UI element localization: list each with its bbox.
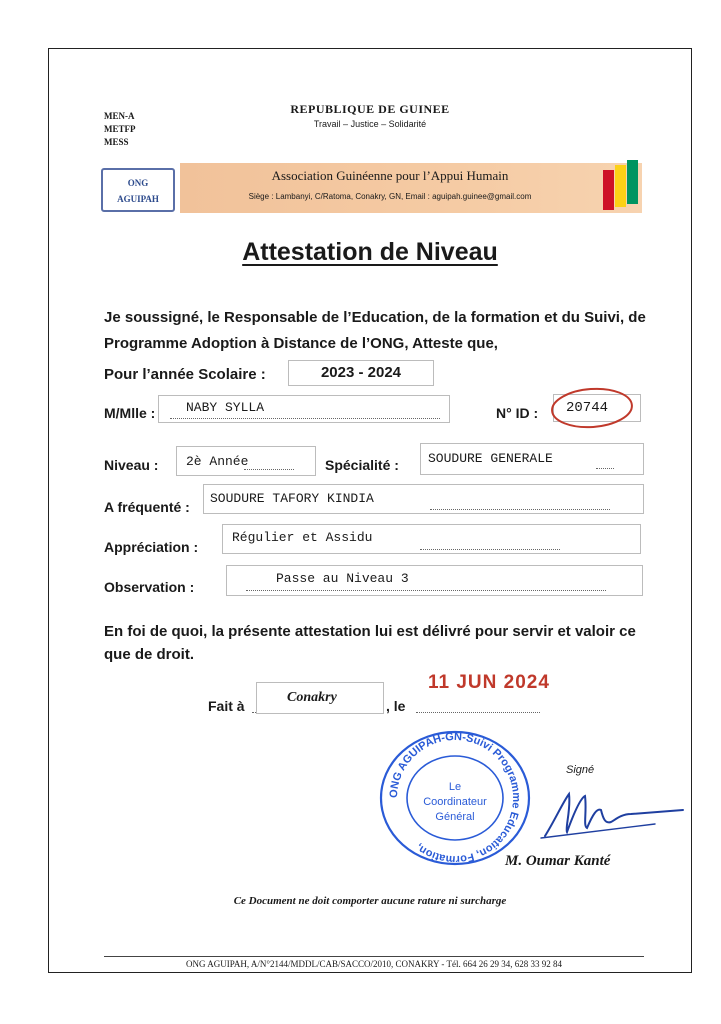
observation-dotted-line — [246, 590, 606, 591]
signer-name: M. Oumar Kanté — [505, 853, 611, 869]
id-label: N° ID : — [496, 405, 539, 421]
place-value: Conakry — [287, 690, 337, 705]
stamp-line-1: Le — [448, 781, 462, 793]
specialty-label: Spécialité : — [325, 457, 399, 473]
appreciation-value: Régulier et Assidu — [232, 530, 373, 545]
attended-dotted-line — [430, 509, 610, 510]
date-dotted-line — [416, 712, 540, 713]
done-at-label: Fait à — [208, 698, 245, 714]
signed-label: Signé — [566, 764, 595, 776]
flag-stripe-green — [627, 160, 638, 204]
guinea-flag-icon — [601, 160, 641, 212]
ministry-code: MEN-A — [104, 111, 135, 121]
id-value: 20744 — [566, 400, 609, 416]
appreciation-label: Appréciation : — [104, 539, 199, 555]
observation-label: Observation : — [104, 579, 195, 595]
ministry-code: METFP — [104, 124, 136, 134]
document-title: Attestation de Niveau — [242, 238, 498, 266]
republic-title: REPUBLIQUE DE GUINEE — [290, 102, 450, 116]
closing-paragraph: En foi de quoi, la présente attestation lui est délivré pour servir et valoir ce que de droit. — [104, 623, 636, 663]
intro-paragraph: Je soussigné, le Responsable de l’Education, de la formation et du Suivi, de Programme Adoption à Distance de l’ONG, Atteste que, — [104, 309, 646, 352]
stamp-outer-text: ONG AGUIPAH-GN-Suivi Programme Education, Formation, — [387, 730, 523, 866]
observation-value: Passe au Niveau 3 — [276, 571, 409, 586]
footer-divider — [104, 956, 644, 957]
name-dotted-line — [170, 418, 440, 419]
name-value: NABY SYLLA — [186, 400, 265, 415]
stamp-line-3: Général — [435, 811, 475, 823]
flag-stripe-red — [603, 170, 614, 210]
logo-line-2: AGUIPAH — [117, 194, 159, 204]
association-name: Association Guinéenne pour l’Appui Humain — [271, 168, 509, 183]
specialty-dotted-line — [596, 468, 614, 469]
ngo-logo — [101, 168, 175, 212]
attended-value: SOUDURE TAFORY KINDIA — [210, 491, 374, 506]
document-note: Ce Document ne doit comporter aucune rature ni surcharge — [233, 895, 507, 907]
date-label: , le — [386, 698, 406, 714]
handwritten-signature-icon — [535, 780, 690, 846]
logo-line-1: ONG — [127, 178, 149, 188]
footer-text: ONG AGUIPAH, A/N°2144/MDDL/CAB/SACCO/2010, CONAKRY - Tél. 664 26 29 34, 628 33 92 84 — [185, 959, 563, 969]
association-address: Siège : Lambanyi, C/Ratoma, Conakry, GN, Email : aguipah.guinee@gmail.com — [248, 192, 532, 201]
year-label: Pour l’année Scolaire : — [104, 366, 266, 383]
name-label: M/Mlle : — [104, 405, 156, 421]
ministry-codes — [104, 110, 136, 149]
ministry-code: MESS — [104, 137, 129, 147]
stamp-line-2: Coordinateur — [423, 796, 487, 808]
attended-label: A fréquenté : — [104, 499, 190, 515]
level-dotted-line — [244, 469, 294, 470]
specialty-value: SOUDURE GENERALE — [428, 451, 553, 466]
year-value: 2023 - 2024 — [320, 364, 402, 381]
flag-stripe-yellow — [615, 165, 626, 207]
official-stamp-icon — [375, 727, 535, 869]
level-value: 2è Année — [186, 454, 249, 469]
level-label: Niveau : — [104, 457, 159, 473]
appreciation-dotted-line — [420, 549, 560, 550]
date-stamp: 11 JUN 2024 — [428, 672, 550, 693]
national-motto: Travail – Justice – Solidarité — [313, 119, 427, 129]
